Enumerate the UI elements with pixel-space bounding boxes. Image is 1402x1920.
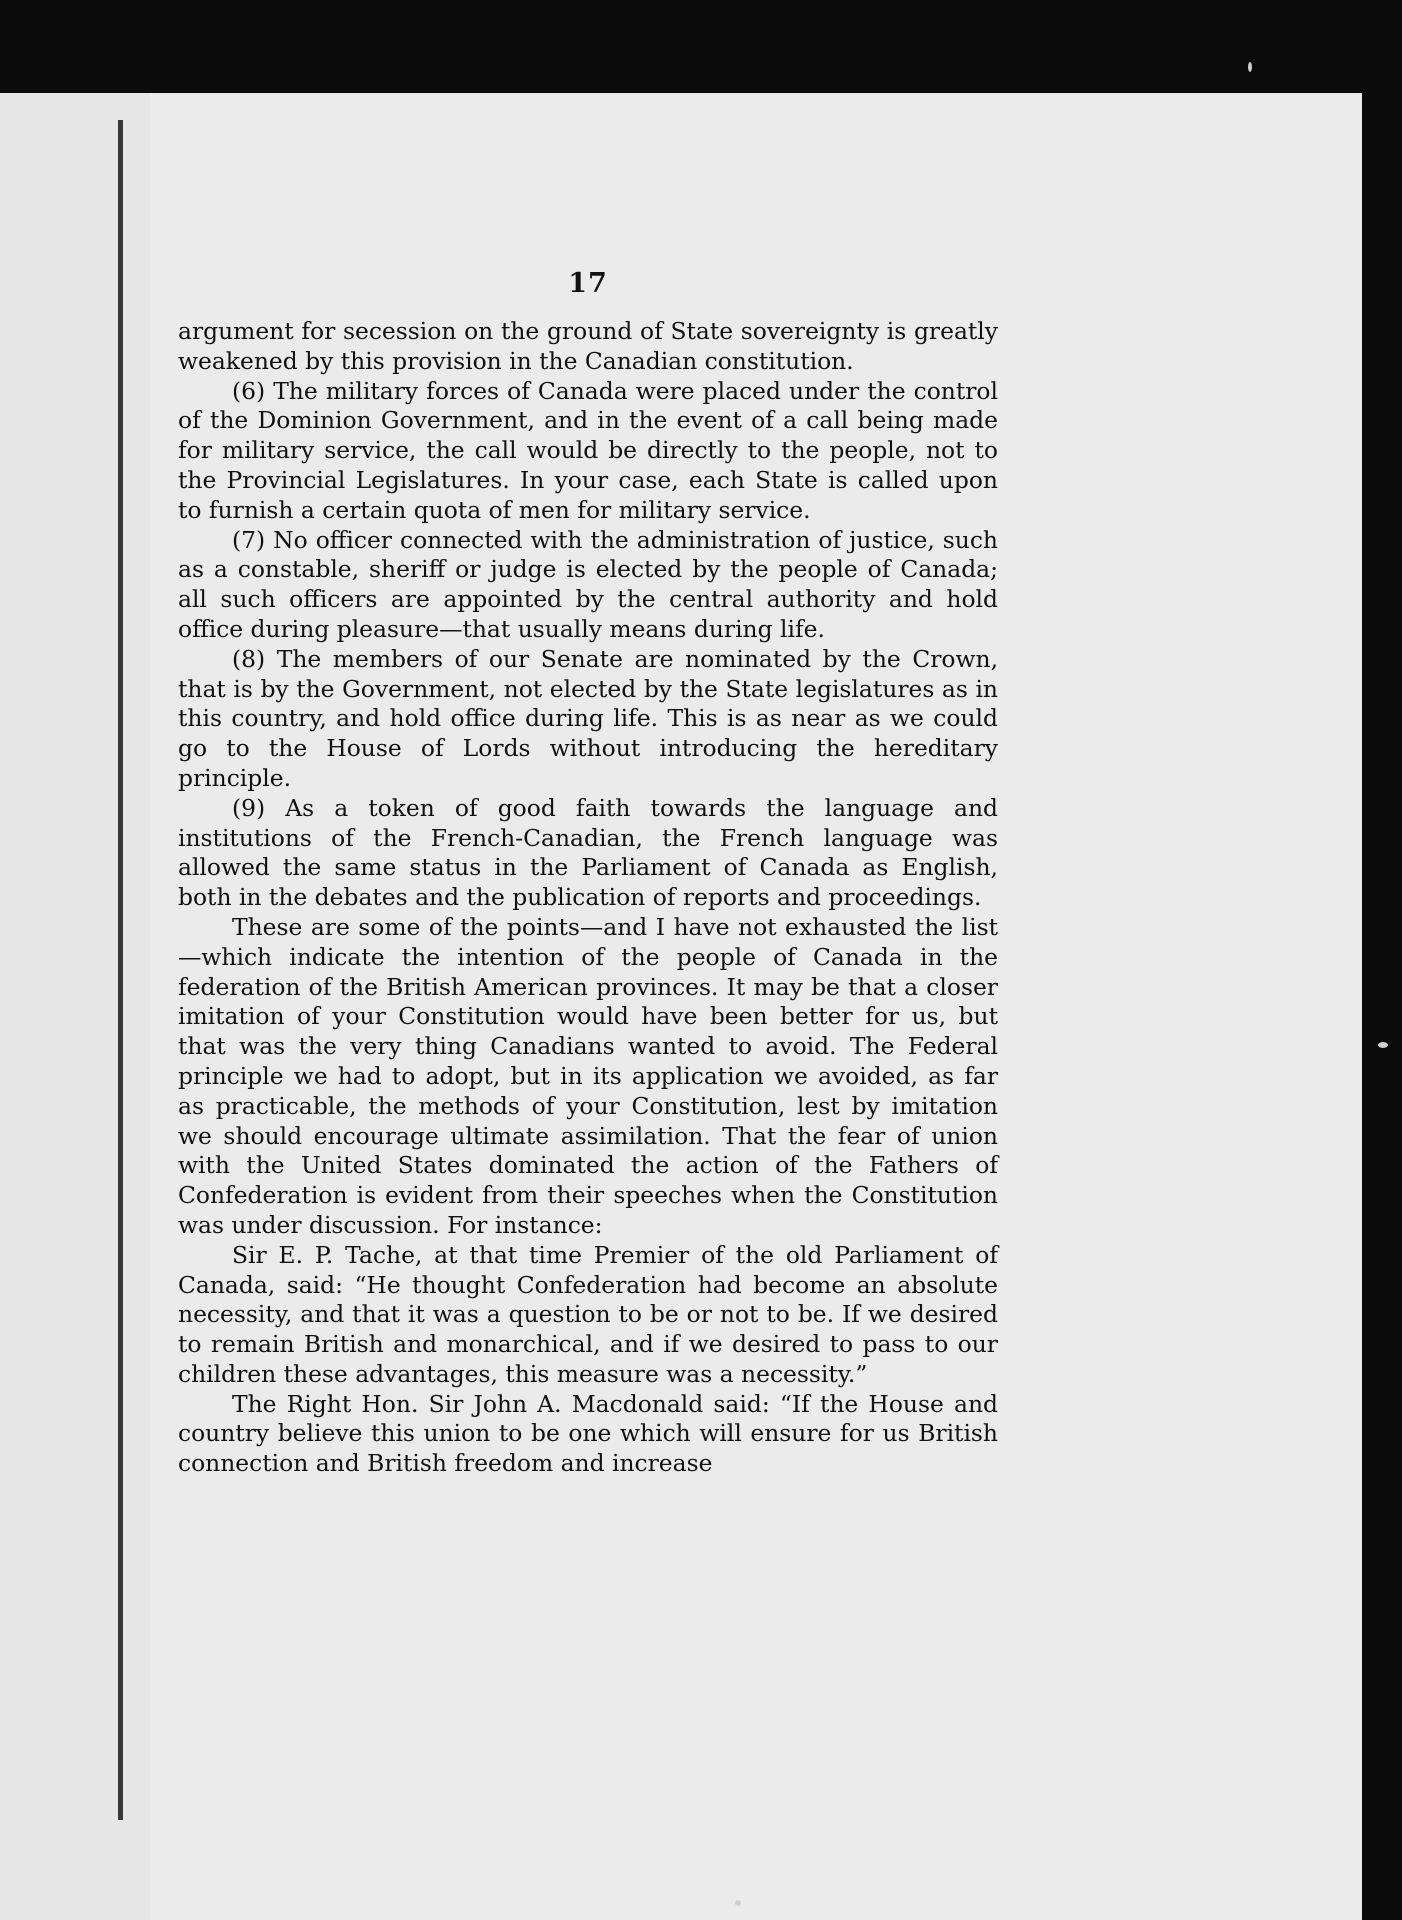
paragraph-continued-argument: argument for secession on the ground of State sovereignty is greatly weakened by this provision in the Canadian constitution. bbox=[178, 317, 998, 375]
paragraph-tache-quote: Sir E. P. Tache, at that time Premier of the old Parliament of Canada, said: “He thought Confederation had become an absolute necessity, and that it was a question to be or not to be. If we desired to remain British and monarchical, and if we desired to pass to our children these advantages, this measure was a necessity.” bbox=[178, 1240, 998, 1388]
book-spine-shadow bbox=[118, 120, 123, 1820]
paragraph-point-6: (6) The military forces of Canada were placed under the control of the Dominion Government, and in the event of a call being made for military service, the call would be directly to the people, not to the Provincial Legislatures. In your case, each State is called upon to furnish a certain quota of men for military service. bbox=[178, 376, 998, 524]
scan-speck bbox=[1248, 62, 1252, 72]
scan-speck bbox=[735, 1900, 741, 1906]
page-content bbox=[178, 268, 998, 1479]
paragraph-summary-points: These are some of the points—and I have not exhausted the list—which indicate the intention of the people of Canada in the federation of the British American provinces. It may be that a closer imitation of your Constitution would have been better for us, but that was the very thing Canadians wanted to avoid. The Federal principle we had to adopt, but in its application we avoided, as far as practicable, the methods of your Constitution, lest by imitation we should encourage ultimate assimilation. That the fear of union with the United States dominated the action of the Fathers of Confederation is evident from their speeches when the Constitution was under discussion. For instance: bbox=[178, 912, 998, 1239]
paragraph-macdonald-quote: The Right Hon. Sir John A. Macdonald said: “If the House and country believe this union to be one which will ensure for us British connection and British freedom and increase bbox=[178, 1389, 998, 1478]
facing-page-edge bbox=[0, 93, 156, 1920]
scan-speck bbox=[1378, 1042, 1388, 1048]
paragraph-point-8: (8) The members of our Senate are nominated by the Crown, that is by the Government, not elected by the State legislatures as in this country, and hold office during life. This is as near as we could go to the House of Lords without introducing the hereditary principle. bbox=[178, 644, 998, 792]
paragraph-point-9: (9) As a token of good faith towards the language and institutions of the French-Canadian, the French language was allowed the same status in the Parliament of Canada as English, both in the debates and the publication of reports and proceedings. bbox=[178, 793, 998, 912]
paragraph-point-7: (7) No officer connected with the administration of justice, such as a constable, sheriff or judge is elected by the people of Canada; all such officers are appointed by the central authority and hold office during pleasure—that usually means during life. bbox=[178, 525, 998, 643]
page-number: 17 bbox=[568, 268, 608, 299]
